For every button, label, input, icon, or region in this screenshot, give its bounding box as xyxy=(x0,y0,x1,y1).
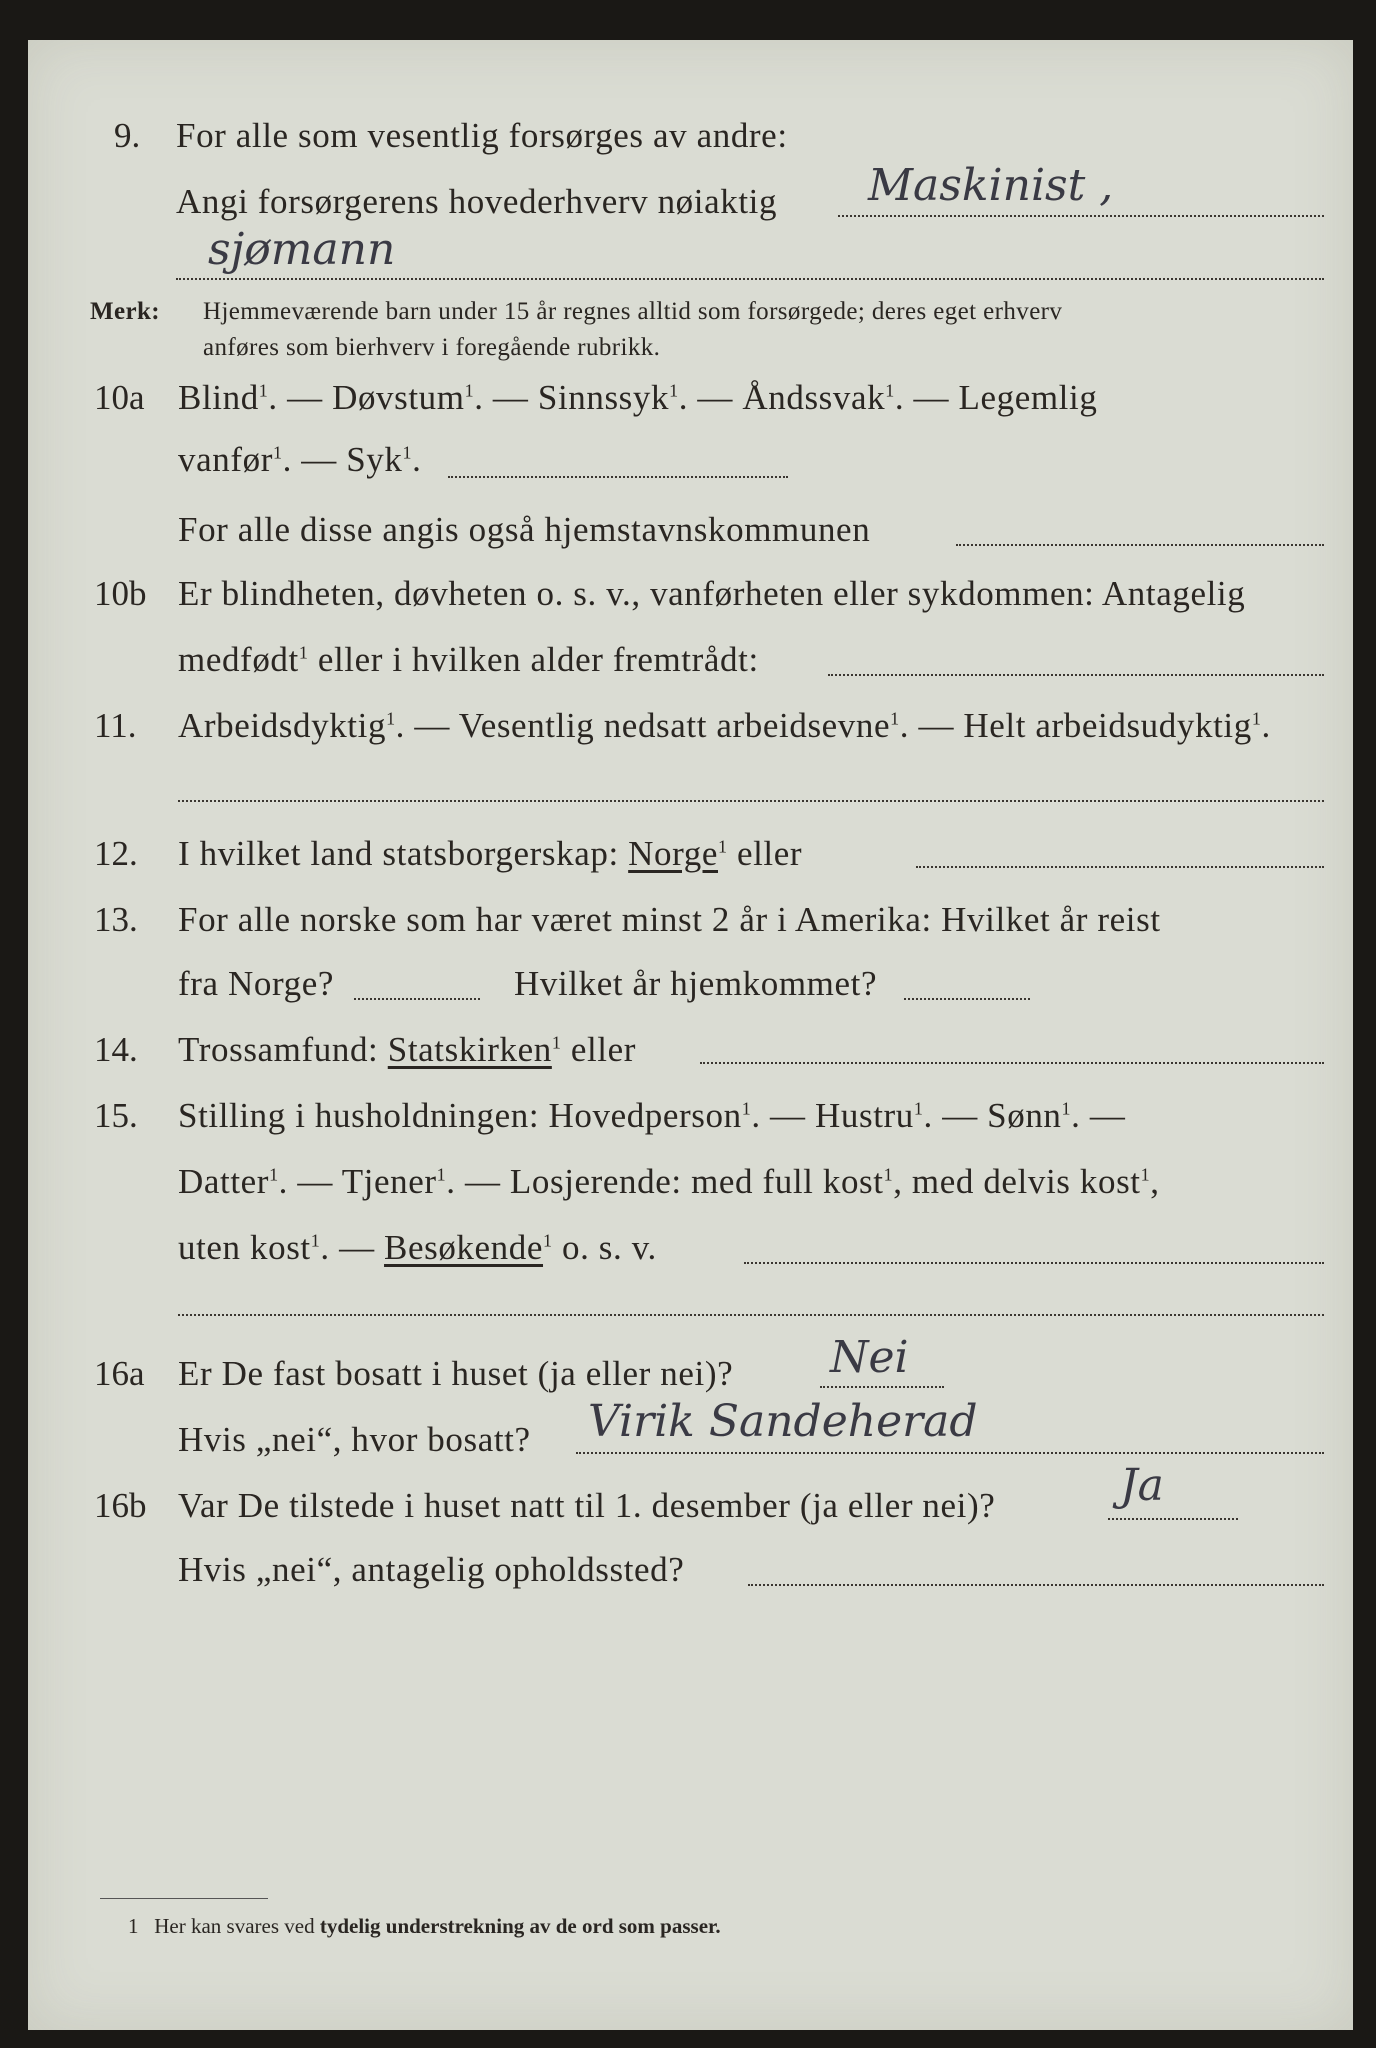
q15-line1: Stilling i husholdningen: Hovedperson$^1$. — Hustru$^1$. — Sønn$^1$. — xyxy=(178,1096,1126,1135)
note-label: Merk: xyxy=(90,298,161,325)
footnote: 1 Her kan svares ved tydelig understrekning av de ord som passer. xyxy=(128,1914,721,1938)
q16a-line2: Hvis „nei“, hvor bosatt? xyxy=(178,1420,531,1459)
answer-line xyxy=(744,1262,1324,1264)
answer-line xyxy=(820,1386,944,1388)
q15-line2: Datter$^1$. — Tjener$^1$. — Losjerende: med full kost$^1$, med delvis kost$^1$, xyxy=(178,1162,1160,1201)
q13-line2-b: Hvilket år hjemkommet? xyxy=(514,964,878,1003)
answer-line xyxy=(956,544,1324,546)
q13-line2-a: fra Norge? xyxy=(178,964,334,1003)
answer-line xyxy=(178,1314,1324,1316)
answer-line xyxy=(748,1584,1324,1586)
answer-line xyxy=(176,278,1324,280)
q12-line1: I hvilket land statsborgerskap: Norge$^1$ eller xyxy=(178,834,803,873)
item-number-11: 11. xyxy=(94,706,137,745)
q10b-line1: Er blindheten, døvheten o. s. v., vanførheten eller sykdommen: Antagelig xyxy=(178,574,1246,613)
q11-line1: Arbeidsdyktig$^1$. — Vesentlig nedsatt arbeidsevne$^1$. — Helt arbeidsudyktig$^1$. xyxy=(178,706,1271,745)
handwritten-answer-present: Ja xyxy=(1120,1460,1164,1511)
q9-line2: Angi forsørgerens hovederhverv nøiaktig xyxy=(176,182,778,221)
item-number-9: 9. xyxy=(114,116,141,155)
answer-line xyxy=(448,476,788,478)
q13-line1: For alle norske som har været minst 2 år i Amerika: Hvilket år reist xyxy=(178,900,1161,939)
answer-line xyxy=(828,674,1324,676)
item-number-16b: 16b xyxy=(94,1486,147,1525)
q10b-line2: medfødt$^1$ eller i hvilken alder fremtrådt: xyxy=(178,640,759,679)
answer-line xyxy=(178,800,1324,802)
q9-line1: For alle som vesentlig forsørges av andre: xyxy=(176,116,788,155)
item-number-15: 15. xyxy=(94,1096,138,1135)
answer-line xyxy=(700,1062,1324,1064)
answer-line xyxy=(354,998,480,1000)
answer-line xyxy=(838,215,1324,217)
handwritten-answer-occupation-2: sjømann xyxy=(208,224,396,275)
note-line1: Hjemmeværende barn under 15 år regnes alltid som forsørgede; deres eget erhverv xyxy=(203,298,1063,325)
answer-line xyxy=(916,866,1324,868)
q16a-line1: Er De fast bosatt i huset (ja eller nei)? xyxy=(178,1354,734,1393)
item-number-14: 14. xyxy=(94,1030,138,1069)
q14-line1: Trossamfund: Statskirken$^1$ eller xyxy=(178,1030,636,1069)
handwritten-answer-residence: Virik Sandeherad xyxy=(588,1396,978,1447)
handwritten-answer-occupation: Maskinist , xyxy=(868,160,1114,211)
item-number-10a: 10a xyxy=(94,378,145,417)
handwritten-answer-resident: Nei xyxy=(830,1332,909,1383)
footnote-divider xyxy=(100,1898,268,1899)
census-form-page xyxy=(28,40,1353,2030)
answer-line xyxy=(904,998,1030,1000)
q10a-line2: vanfør$^1$. — Syk$^1$. xyxy=(178,440,422,479)
q10a-line3: For alle disse angis også hjemstavnskommunen xyxy=(178,510,871,549)
q15-line3: uten kost$^1$. — Besøkende$^1$ o. s. v. xyxy=(178,1228,657,1267)
q16b-line1: Var De tilstede i huset natt til 1. desember (ja eller nei)? xyxy=(178,1486,996,1525)
item-number-13: 13. xyxy=(94,900,138,939)
item-number-16a: 16a xyxy=(94,1354,145,1393)
answer-line xyxy=(576,1452,1324,1454)
q16b-line2: Hvis „nei“, antagelig opholdssted? xyxy=(178,1550,685,1589)
item-number-12: 12. xyxy=(94,834,138,873)
answer-line xyxy=(1108,1518,1238,1520)
q10a-line1: Blind$^1$. — Døvstum$^1$. — Sinnssyk$^1$. — Åndssvak$^1$. — Legemlig xyxy=(178,378,1098,417)
note-line2: anføres som bierhverv i foregående rubrikk. xyxy=(203,334,661,361)
item-number-10b: 10b xyxy=(94,574,147,613)
